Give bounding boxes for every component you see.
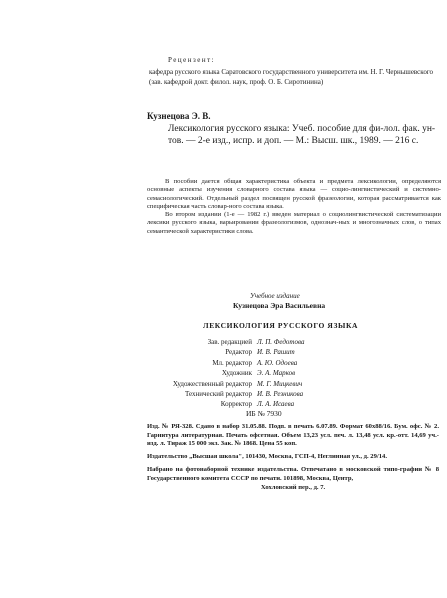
book-title: ЛЕКСИКОЛОГИЯ РУССКОГО ЯЗЫКА	[203, 321, 359, 330]
abstract-paragraph-1: В пособии дается общая характеристика объекта и предмета лексикологии, определяются основные аспекты изучения словарного состава языка — социо-лингвистический и системно-семасиологический. Отдельный раздел посвящен русской фразеологии, которая рассматривается как специфическая часть словар-ного состава языка.	[147, 178, 441, 210]
credit-role: Художник	[221, 369, 252, 378]
abstract-paragraph-2: Во втором издании (1-е — 1982 г.) введен материал о социолингвистической систематизации лексики русского языка, варьировании фразеологизмов, однознач-ных и многозначных слов, о типах семантической характеристики слова.	[147, 211, 441, 235]
credit-row	[0, 347, 315, 357]
credit-role: Зав. редакцией	[207, 338, 252, 346]
imprint-publisher: Издательство „Высшая школа", 101430, Москва, ГСП-4, Неглинная ул., д. 29/14.	[147, 453, 387, 461]
credit-person: Л. П. Федотова	[257, 338, 305, 346]
credit-person: И. В. Рашит	[257, 348, 295, 357]
credit-row	[0, 379, 315, 389]
imprint-printer-address: Хохловский пер., д. 7.	[260, 483, 326, 491]
reviewer-heading: Рецензент:	[168, 56, 216, 64]
imprint-printer: Набрано на фотонаборной технике издательства. Отпечатано в московской типо-графии № 8 Государственного комитета СССР по печати. 101898, Москва, Центр,	[147, 466, 439, 482]
author-full-name: Кузнецова Эра Васильевна	[233, 301, 326, 310]
imprint	[147, 423, 439, 497]
ib-number: ИБ № 7930	[246, 409, 282, 418]
credit-role: Корректор	[220, 400, 252, 409]
credit-row	[0, 337, 315, 347]
credit-role: Редактор	[225, 348, 252, 357]
credit-person: И. В. Резникова	[257, 390, 304, 399]
abstract	[147, 178, 441, 236]
imprint-print-details: Изд. № РЯ-328. Сдано в набор 31.05.88. Подп. в печать 6.07.89. Формат 60x88/16. Бум. офс. № 2. Гарнитура литературная. Печать офсетная. Объем 13,23 усл. печ. л. 13,48 усл. кр.-отт. 14,69 уч.-изд. л. Тираж 15 000 экз. Зак. № 1868. Цена 55 коп.	[147, 423, 439, 448]
credit-person: Э. А. Марков	[257, 369, 296, 378]
credit-row	[0, 368, 315, 378]
bibliography-author: Кузнецова Э. В.	[147, 111, 211, 121]
bibliography-entry: Лексикология русского языка: Учеб. пособие для фи-лол. фак. ун-тов. — 2-е изд., испр. и доп. — М.: Высш. шк., 1989. — 216 с.	[168, 124, 436, 146]
credit-row	[0, 389, 315, 399]
credit-role: Технический редактор	[184, 390, 252, 399]
credit-person: А. Ю. Одоева	[257, 358, 298, 367]
credits-list	[0, 337, 315, 410]
edition-label: Учебное издание	[250, 292, 300, 300]
credit-person: Л. А. Исаева	[257, 400, 295, 409]
credit-row	[0, 358, 315, 368]
credit-role: Художественный редактор	[172, 379, 252, 388]
reviewer-text: кафедра русского языка Саратовского государственного университета им. Н. Г. Чернышевского (зав. кафедрой докт. филол. наук, проф. О. Б. Сиротинина)	[149, 68, 434, 86]
credit-role: Мл. редактор	[212, 358, 252, 367]
credit-person: М. Г. Мицкевич	[257, 379, 303, 388]
